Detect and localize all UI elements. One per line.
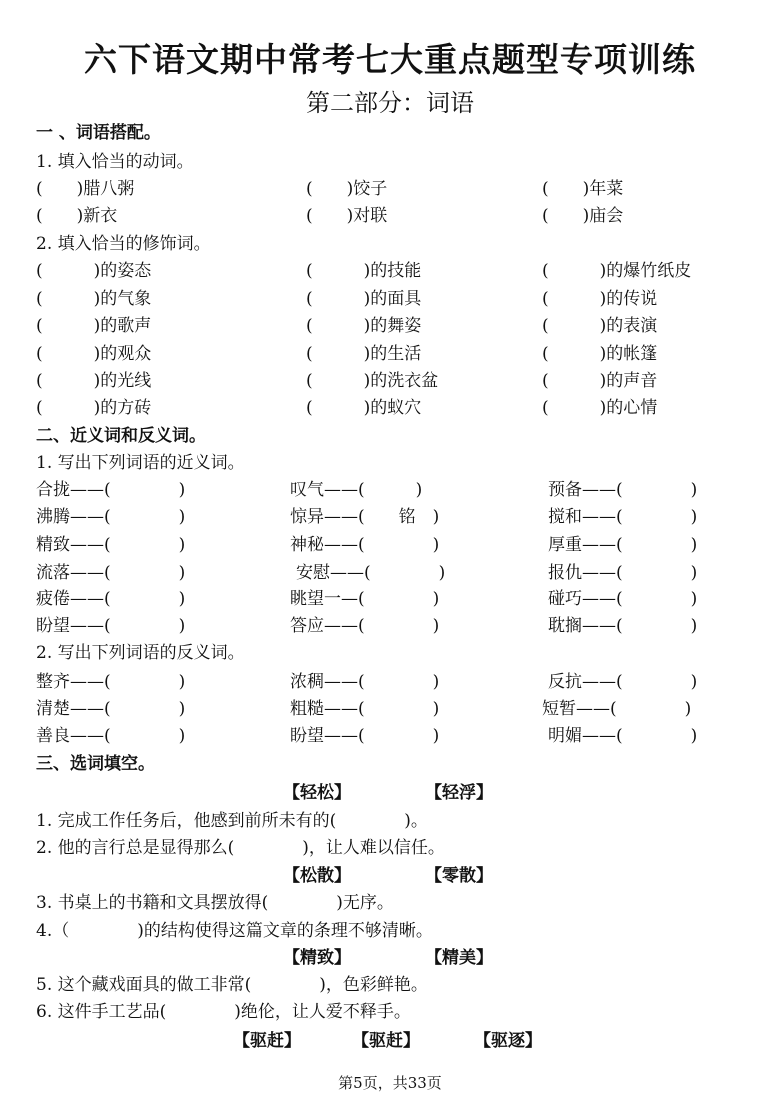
word-choice: 【零散】 <box>425 866 493 886</box>
antonym-item: 粗糙——( ) <box>290 699 440 719</box>
synonym-item: 惊异——( 铭 ) <box>290 507 440 527</box>
synonym-item: 搅和——( ) <box>548 507 698 527</box>
fill-item: ( )对联 <box>306 206 388 226</box>
sentence-item: 1. 完成工作任务后，他感到前所未有的( )。 <box>36 811 428 831</box>
fill-item: ( )的爆竹纸皮 <box>542 261 692 281</box>
synonym-item: 答应——( ) <box>290 616 440 636</box>
synonym-item: 盼望——( ) <box>36 616 186 636</box>
section-heading-3: 三、选词填空。 <box>36 754 155 774</box>
synonym-item: 报仇——( ) <box>548 563 698 583</box>
fill-item: ( )的传说 <box>542 289 658 309</box>
sentence-item: 4.（ )的结构使得这篇文章的条理不够清晰。 <box>36 921 433 941</box>
fill-item: ( )的心情 <box>542 398 658 418</box>
antonym-item: 善良——( ) <box>36 726 186 746</box>
fill-item: ( )的生活 <box>306 344 422 364</box>
synonym-item: 沸腾——( ) <box>36 507 186 527</box>
synonym-item: 叹气——( ) <box>290 480 423 500</box>
synonym-item: 碰巧——( ) <box>548 589 698 609</box>
antonym-item: 清楚——( ) <box>36 699 186 719</box>
fill-item: ( )的光线 <box>36 371 152 391</box>
sentence-item: 2. 他的言行总是显得那么( )，让人难以信任。 <box>36 838 445 858</box>
antonym-item: 明媚——( ) <box>548 726 698 746</box>
synonym-item: 神秘——( ) <box>290 535 440 555</box>
fill-item: ( )的蚁穴 <box>306 398 422 418</box>
fill-item: ( )的声音 <box>542 371 658 391</box>
synonym-item: 厚重——( ) <box>548 535 698 555</box>
fill-item: ( )的舞姿 <box>306 316 422 336</box>
antonym-item: 盼望——( ) <box>290 726 440 746</box>
word-choice: 【驱赶】 <box>233 1031 301 1051</box>
page-number: 第5页，共33页 <box>338 1074 442 1092</box>
word-choice: 【精美】 <box>425 948 493 968</box>
fill-item: ( )的歌声 <box>36 316 152 336</box>
synonym-item: 精致——( ) <box>36 535 186 555</box>
fill-item: ( )的姿态 <box>36 261 152 281</box>
question-prompt: 2. 写出下列词语的反义词。 <box>36 643 245 663</box>
word-choice: 【驱赶】 <box>352 1031 420 1051</box>
sentence-item: 5. 这个藏戏面具的做工非常( )，色彩鲜艳。 <box>36 975 428 995</box>
antonym-item: 整齐——( ) <box>36 672 186 692</box>
fill-item: ( )饺子 <box>306 179 388 199</box>
word-choice: 【轻浮】 <box>425 783 493 803</box>
synonym-item: 眺望一—( ) <box>290 589 440 609</box>
sentence-item: 6. 这件手工艺品( )绝伦，让人爱不释手。 <box>36 1002 411 1022</box>
page-subtitle: 第二部分：词语 <box>306 89 474 117</box>
antonym-item: 反抗——( ) <box>548 672 698 692</box>
synonym-item: 预备——( ) <box>548 480 698 500</box>
question-prompt: 1. 填入恰当的动词。 <box>36 152 194 172</box>
question-prompt: 1. 写出下列词语的近义词。 <box>36 453 245 473</box>
word-choice: 【松散】 <box>283 866 351 886</box>
antonym-item: 短暂——( ) <box>542 699 692 719</box>
section-heading-1: 一 、词语搭配。 <box>36 123 161 143</box>
fill-item: ( )年菜 <box>542 179 624 199</box>
fill-item: ( )的帐篷 <box>542 344 658 364</box>
fill-item: ( )的气象 <box>36 289 152 309</box>
fill-item: ( )庙会 <box>542 206 624 226</box>
fill-item: ( )的技能 <box>306 261 422 281</box>
synonym-item: 安慰——( ) <box>296 563 446 583</box>
fill-item: ( )的面具 <box>306 289 422 309</box>
synonym-item: 合拢——( ) <box>36 480 186 500</box>
page-title: 六下语文期中常考七大重点题型专项训练 <box>84 40 696 79</box>
word-choice: 【精致】 <box>283 948 351 968</box>
fill-item: ( )腊八粥 <box>36 179 135 199</box>
antonym-item: 浓稠——( ) <box>290 672 440 692</box>
synonym-item: 疲倦——( ) <box>36 589 186 609</box>
question-prompt: 2. 填入恰当的修饰词。 <box>36 234 211 254</box>
fill-item: ( )的方砖 <box>36 398 152 418</box>
word-choice: 【轻松】 <box>283 783 351 803</box>
word-choice: 【驱逐】 <box>474 1031 542 1051</box>
section-heading-2: 二、近义词和反义词。 <box>36 426 206 446</box>
sentence-item: 3. 书桌上的书籍和文具摆放得( )无序。 <box>36 893 394 913</box>
synonym-item: 耽搁——( ) <box>548 616 698 636</box>
fill-item: ( )新衣 <box>36 206 118 226</box>
fill-item: ( )的表演 <box>542 316 658 336</box>
fill-item: ( )的洗衣盆 <box>306 371 439 391</box>
fill-item: ( )的观众 <box>36 344 152 364</box>
synonym-item: 流落——( ) <box>36 563 186 583</box>
